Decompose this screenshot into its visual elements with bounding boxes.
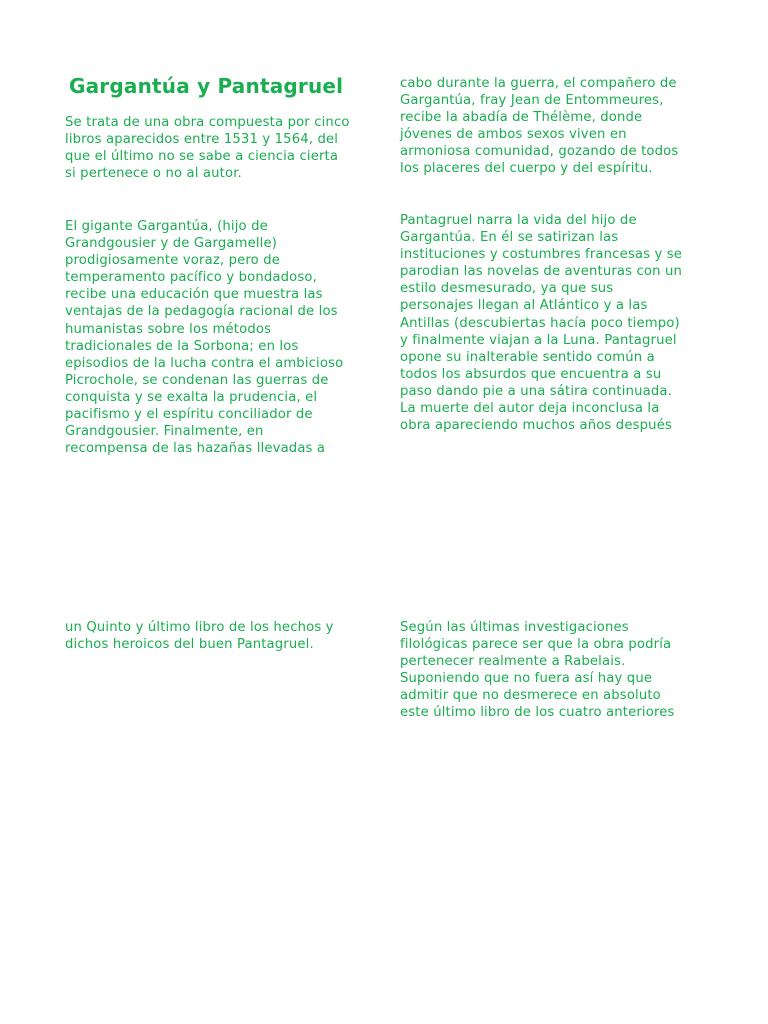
paragraph-line: cabo durante la guerra, el compañero de xyxy=(400,76,677,91)
paragraph-line: dichos heroicos del buen Pantagruel. xyxy=(65,637,314,653)
paragraph-line: Grandgousier. Finalmente, en xyxy=(65,424,264,440)
paragraph-line: humanistas sobre los métodos xyxy=(65,321,272,337)
paragraph-line: pertenecer realmente a Rabelais. xyxy=(400,654,626,670)
paragraph-line: estilo desmesurado, ya que sus xyxy=(400,281,614,297)
paragraph-line: admitir que no desmerece en absoluto xyxy=(400,688,661,704)
paragraph-line: si pertenece o no al autor. xyxy=(65,166,242,182)
paragraph-line: instituciones y costumbres francesas y se xyxy=(400,247,683,263)
paragraph-line: conquista y se exalta la prudencia, el xyxy=(65,389,318,405)
paragraph-line: libros aparecidos entre 1531 y 1564, del xyxy=(65,132,339,148)
paragraph-line: opone su inalterable sentido común a xyxy=(400,349,655,365)
paragraph-line: los placeres del cuerpo y del espíritu. xyxy=(400,161,653,177)
pantagruel-paragraph xyxy=(400,212,682,434)
paragraph-line: Gargantúa. En él se satirizan las xyxy=(400,230,619,246)
thelema-paragraph xyxy=(400,75,678,178)
paragraph-line: Antillas (descubiertas hacía poco tiempo) xyxy=(400,315,680,331)
paragraph-line: personajes llegan al Atlántico y a las xyxy=(400,298,648,314)
paragraph-line: Según las últimas investigaciones xyxy=(400,620,629,635)
paragraph-line: episodios de la lucha contra el ambicioso xyxy=(65,355,344,371)
paragraph-line: jóvenes de ambos sexos viven en xyxy=(400,127,627,143)
gargantua-paragraph xyxy=(65,218,343,457)
paragraph-line: filológicas parece ser que la obra podría xyxy=(400,637,672,653)
paragraph-line: temperamento pacífico y bondadoso, xyxy=(65,270,317,286)
paragraph-line: El gigante Gargantúa, (hijo de xyxy=(65,219,268,234)
paragraph-line: y finalmente viajan a la Luna. Pantagruel xyxy=(400,332,677,348)
quinto-paragraph xyxy=(65,619,334,653)
paragraph-line: paso dando pie a una sátira continuada. xyxy=(400,383,672,399)
paragraph-line: recibe la abadía de Thélème, donde xyxy=(400,110,643,126)
paragraph-line: Picrochole, se condenan las guerras de xyxy=(65,372,329,388)
paragraph-line: que el último no se sabe a ciencia cierta xyxy=(65,149,339,165)
paragraph-line: ventajas de la pedagogía racional de los xyxy=(65,304,338,320)
paragraph-line: tradicionales de la Sorbona; en los xyxy=(65,338,299,354)
paragraph-line: recompensa de las hazañas llevadas a xyxy=(65,441,326,457)
page-title: Gargantúa y Pantagruel xyxy=(69,74,344,98)
intro-paragraph xyxy=(65,114,350,182)
paragraph-line: Suponiendo que no fuera así hay que xyxy=(400,671,653,687)
paragraph-line: armoniosa comunidad, gozando de todos xyxy=(400,144,679,160)
paragraph-line: obra apareciendo muchos años después xyxy=(400,418,672,434)
paragraph-line: prodigiosamente voraz, pero de xyxy=(65,253,280,269)
paragraph-line: Gargantúa, fray Jean de Entommeures, xyxy=(400,93,664,109)
paragraph-line: La muerte del autor deja inconclusa la xyxy=(400,401,660,417)
investigaciones-paragraph xyxy=(400,619,675,722)
paragraph-line: todos los absurdos que encuentra a su xyxy=(400,366,662,382)
paragraph-line: Grandgousier y de Gargamelle) xyxy=(65,236,278,252)
paragraph-line: un Quinto y último libro de los hechos y xyxy=(65,620,334,635)
paragraph-line: recibe una educación que muestra las xyxy=(65,287,323,303)
paragraph-line: este último libro de los cuatro anteriores xyxy=(400,705,675,721)
paragraph-line: pacifismo y el espíritu conciliador de xyxy=(65,407,313,423)
paragraph-line: parodian las novelas de aventuras con un xyxy=(400,264,682,280)
paragraph-line: Pantagruel narra la vida del hijo de xyxy=(400,213,637,228)
paragraph-line: Se trata de una obra compuesta por cinco xyxy=(65,115,350,130)
